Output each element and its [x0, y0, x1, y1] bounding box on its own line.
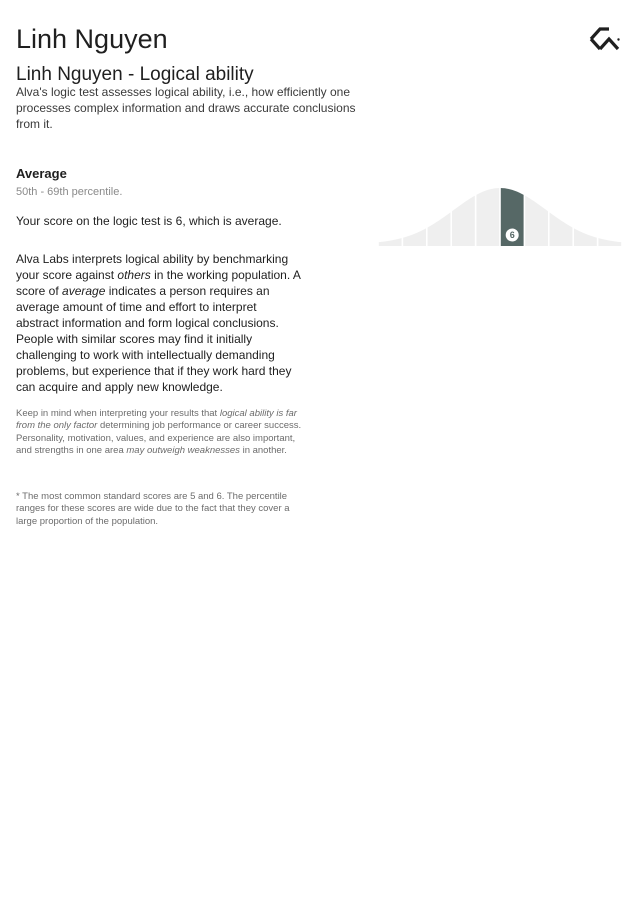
interpretation-text-3: indicates a person requires an average amount of time and effort to interpret abstract information and form logical conclusions. People with similar scores may find it initially challenging to work with intellectually demanding problems, but experience that if they work hard they can acquire and apply new knowledge.: [16, 284, 292, 394]
distribution-bar-9: [574, 186, 597, 246]
note-text-3: in another.: [239, 444, 287, 456]
footnote: * The most common standard scores are 5 and 6. The percentile ranges for these scores are wide due to the fact that they cover a large proportion of the population.: [16, 491, 290, 527]
result-score-sentence: Your score on the logic test is 6, which is average.: [16, 214, 282, 228]
report-title: Linh Nguyen - Logical ability: [16, 64, 254, 85]
distribution-bar-4: [452, 186, 475, 246]
report-intro: Alva's logic test assesses logical ability, i.e., how efficiently one processes complex information and draws accurate conclusions from it.: [16, 85, 356, 131]
distribution-bar-10: [598, 186, 621, 246]
result-level: Average: [16, 166, 67, 181]
interpretation-emphasis-1: others: [117, 268, 151, 282]
note-emphasis-2: may outweigh weaknesses: [126, 444, 240, 456]
interpretation-emphasis-2: average: [62, 284, 106, 298]
distribution-bar-5: [476, 186, 499, 246]
note-text-2: determining job performance or career success. Personality, motivation, values, and experience are also important, and strengths in one area: [16, 420, 302, 456]
score-badge-label: 6: [509, 230, 515, 241]
distribution-bar-3: [428, 186, 451, 246]
candidate-name: Linh Nguyen: [16, 24, 168, 54]
interpretation-text-1: Alva Labs interprets logical ability by benchmarking your score against: [16, 252, 289, 282]
interpretation-text-2: in the working population. A score of: [16, 268, 301, 298]
interpretation-paragraph: [16, 251, 301, 395]
result-percentile: 50th - 69th percentile.: [16, 186, 123, 198]
distribution-bar-7: [525, 186, 548, 246]
distribution-bar-2: [403, 186, 426, 246]
distribution-bar-1: [379, 186, 402, 246]
score-distribution-chart: [378, 186, 622, 248]
note-text-1: Keep in mind when interpreting your results that: [16, 408, 220, 419]
alva-labs-logo-icon: [588, 25, 622, 53]
interpretation-note: [16, 408, 304, 457]
note-emphasis-1: logical ability is far from the only factor: [16, 408, 297, 432]
distribution-bar-8: [550, 186, 573, 246]
